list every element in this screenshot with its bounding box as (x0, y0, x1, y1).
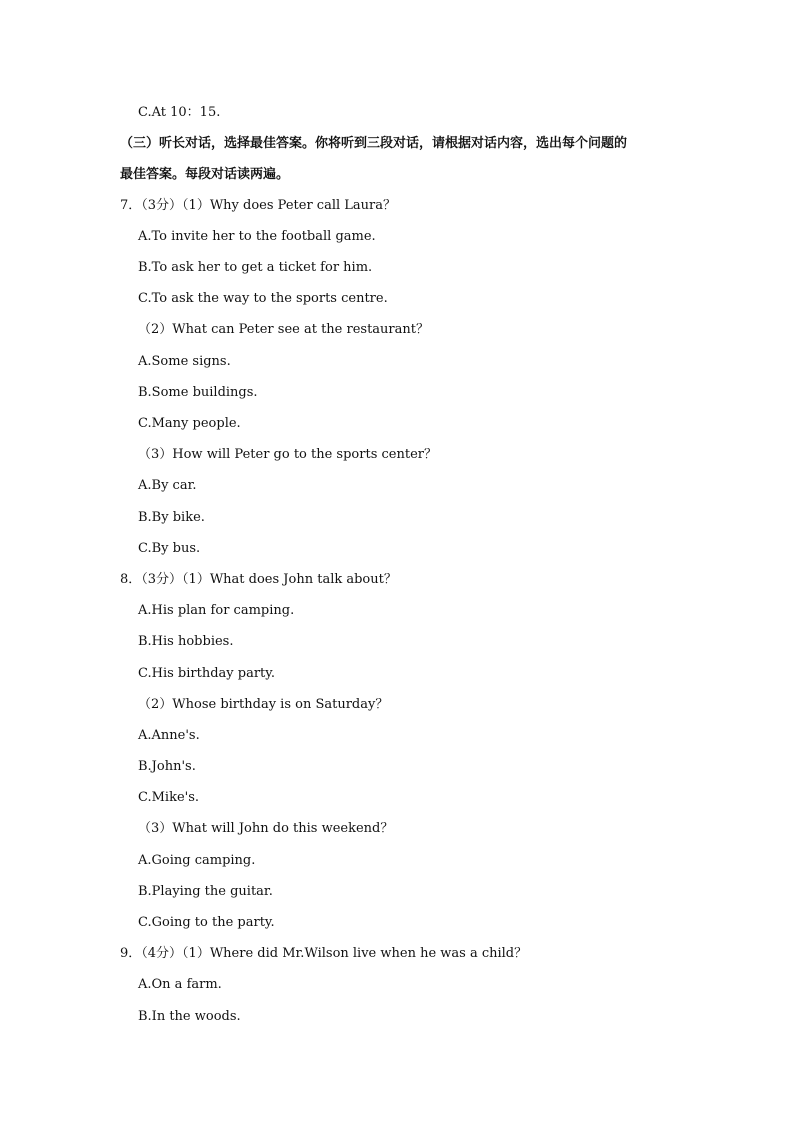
q7-3-option-c: C.By bus. (138, 541, 201, 556)
q8-2-question: （2）Whose birthday is on Saturday？ (138, 697, 389, 712)
q7-3-option-b: B.By bike. (138, 510, 205, 525)
q8-3-option-a: A.Going camping. (138, 853, 256, 868)
q7-2-question: （2）What can Peter see at the restaurant？ (138, 322, 429, 337)
q8-1-option-b: B.His hobbies. (138, 634, 234, 649)
q9-1-option-a: A.On a farm. (138, 977, 222, 992)
q7-1-option-c: C.To ask the way to the sports centre. (138, 291, 388, 306)
q7-2-option-c: C.Many people. (138, 416, 241, 431)
q8-2-option-c: C.Mike's. (138, 790, 200, 805)
q7-3-question: （3）How will Peter go to the sports center？ (138, 447, 437, 462)
q8-1-option-c: C.His birthday party. (138, 666, 276, 681)
q8-3-option-c: C.Going to the party. (138, 915, 275, 930)
q8-1-option-a: A.His plan for camping. (138, 603, 295, 618)
q7-2-option-a: A.Some signs. (138, 354, 231, 369)
question-8: 8．（3分）（1）What does John talk about？ (120, 572, 397, 587)
question-9: 9．（4分）（1）Where did Mr.Wilson live when he was a child？ (120, 946, 528, 961)
question-7: 7．（3分）（1）Why does Peter call Laura？ (120, 198, 396, 213)
q8-2-option-b: B.John's. (138, 759, 196, 774)
q9-1-option-b: B.In the woods. (138, 1009, 241, 1024)
section-instruction-line1: （三）听长对话，选择最佳答案。你将听到三段对话，请根据对话内容，选出每个问题的 (120, 136, 628, 151)
q7-3-option-a: A.By car. (138, 478, 197, 493)
q8-3-question: （3）What will John do this weekend？ (138, 821, 394, 836)
section-instruction-line2: 最佳答案。每段对话读两遍。 (120, 167, 290, 182)
q7-1-option-a: A.To invite her to the football game. (138, 229, 376, 244)
q8-2-option-a: A.Anne's. (138, 728, 200, 743)
q7-1-option-b: B.To ask her to get a ticket for him. (138, 260, 373, 275)
q8-3-option-b: B.Playing the guitar. (138, 884, 273, 899)
option-c-prev: C.At 10：15. (138, 105, 221, 120)
q7-2-option-b: B.Some buildings. (138, 385, 258, 400)
